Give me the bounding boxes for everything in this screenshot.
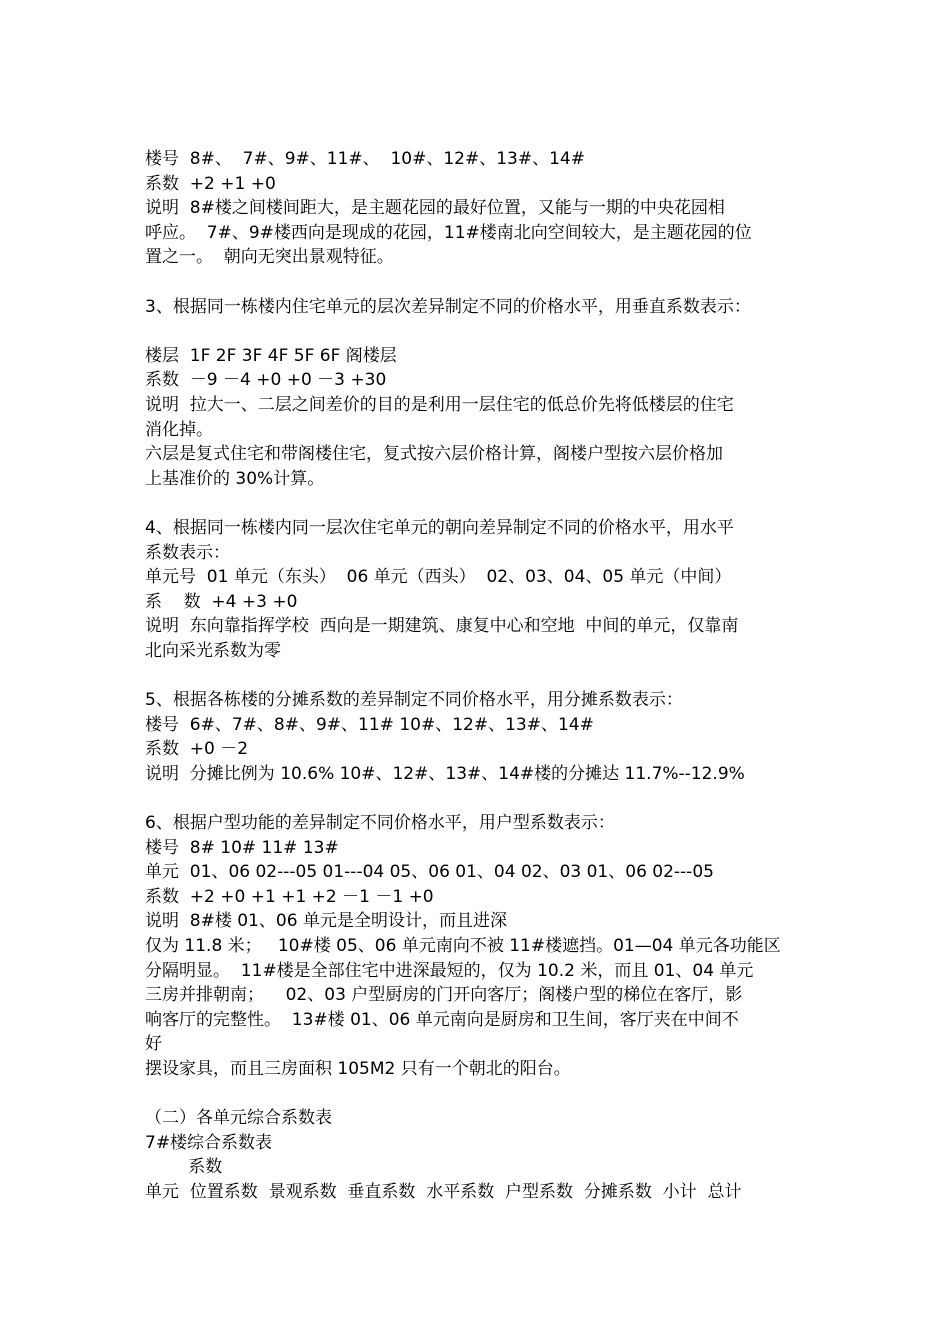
text-line: 单元号 01 单元（东头） 06 单元（西头） 02、03、04、05 单元（中间）: [145, 567, 732, 588]
text-line: 说明 分摊比例为 10.6% 10#、12#、13#、14#楼的分摊达 11.7%--12.9%: [145, 763, 745, 784]
text-line: 系数 +2 +0 +1 +1 +2 －1 －1 +0: [145, 886, 434, 907]
text-line: 3、根据同一栋楼内住宅单元的层次差异制定不同的价格水平，用垂直系数表示：: [145, 296, 751, 317]
blank-line: [145, 786, 825, 811]
text-line: 单元 位置系数 景观系数 垂直系数 水平系数 户型系数 分摊系数 小计 总计: [145, 1181, 742, 1202]
text-line: 响客厅的完整性。 13#楼 01、06 单元南向是厨房和卫生间，客厅夹在中间不: [145, 1009, 739, 1030]
text-line: 系数 +0 －2: [145, 739, 249, 760]
text-line: 仅为 11.8 米； 10#楼 05、06 单元南向不被 11#楼遮挡。01—04 单元各功能区: [145, 936, 781, 956]
blank-line: [145, 270, 825, 295]
document-body: [145, 147, 825, 1205]
text-line: 置之一。 朝向无突出景观特征。: [145, 247, 394, 268]
text-line: 北向采光系数为零: [145, 640, 281, 661]
text-line: 4、根据同一栋楼内同一层次住宅单元的朝向差异制定不同的价格水平，用水平: [145, 517, 734, 538]
text-line: 楼号 8# 10# 11# 13#: [145, 837, 339, 858]
text-line: 分隔明显。 11#楼是全部住宅中进深最短的，仅为 10.2 米，而且 01、04 单元: [145, 960, 754, 981]
text-line: 楼号 8#、 7#、9#、11#、 10#、12#、13#、14#: [145, 149, 585, 169]
text-line: 上基准价的 30%计算。: [145, 468, 325, 489]
text-line: 呼应。 7#、9#楼西向是现成的花园，11#楼南北向空间较大，是主题花园的位: [145, 222, 752, 243]
text-line: 5、根据各栋楼的分摊系数的差异制定不同价格水平，用分摊系数表示：: [145, 690, 683, 711]
text-line: 说明 8#楼之间楼间距大，是主题花园的最好位置，又能与一期的中央花园相: [145, 198, 725, 219]
text-line: 系数 －9 －4 +0 +0 －3 +30: [145, 370, 387, 391]
text-line: 摆设家具，而且三房面积 105M2 只有一个朝北的阳台。: [145, 1058, 571, 1079]
blank-line: [145, 663, 825, 688]
blank-line: [145, 1082, 825, 1107]
text-line: 6、根据户型功能的差异制定不同价格水平，用户型系数表示：: [145, 813, 615, 834]
blank-line: [145, 491, 825, 516]
text-line: 说明 8#楼 01、06 单元是全明设计，而且进深: [145, 911, 507, 932]
text-line: （二）各单元综合系数表: [145, 1108, 332, 1129]
text-line: 楼号 6#、7#、8#、9#、11# 10#、12#、13#、14#: [145, 714, 594, 735]
blank-line: [145, 319, 825, 344]
text-line: 单元 01、06 02---05 01---04 05、06 01、04 02、03 01、06 02---05: [145, 862, 714, 883]
text-line: 说明 拉大一、二层之间差价的目的是利用一层住宅的低总价先将低楼层的住宅: [145, 394, 734, 415]
text-line: 系数: [145, 1157, 223, 1178]
text-line: 三房并排朝南； 02、03 户型厨房的门开向客厅；阁楼户型的梯位在客厅，影: [145, 985, 743, 1006]
text-line: 好: [145, 1034, 162, 1055]
text-line: 六层是复式住宅和带阁楼住宅，复式按六层价格计算，阁楼户型按六层价格加: [145, 444, 723, 465]
text-line: 系 数 +4 +3 +0: [145, 591, 298, 612]
text-line: 说明 东向靠指挥学校 西向是一期建筑、康复中心和空地 中间的单元，仅靠南: [145, 616, 739, 637]
text-line: 系数 +2 +1 +0: [145, 173, 276, 194]
text-line: 7#楼综合系数表: [145, 1132, 273, 1153]
text-line: 楼层 1F 2F 3F 4F 5F 6F 阁楼层: [145, 345, 397, 366]
text-line: 系数表示：: [145, 542, 230, 563]
text-line: 消化掉。: [145, 419, 213, 440]
